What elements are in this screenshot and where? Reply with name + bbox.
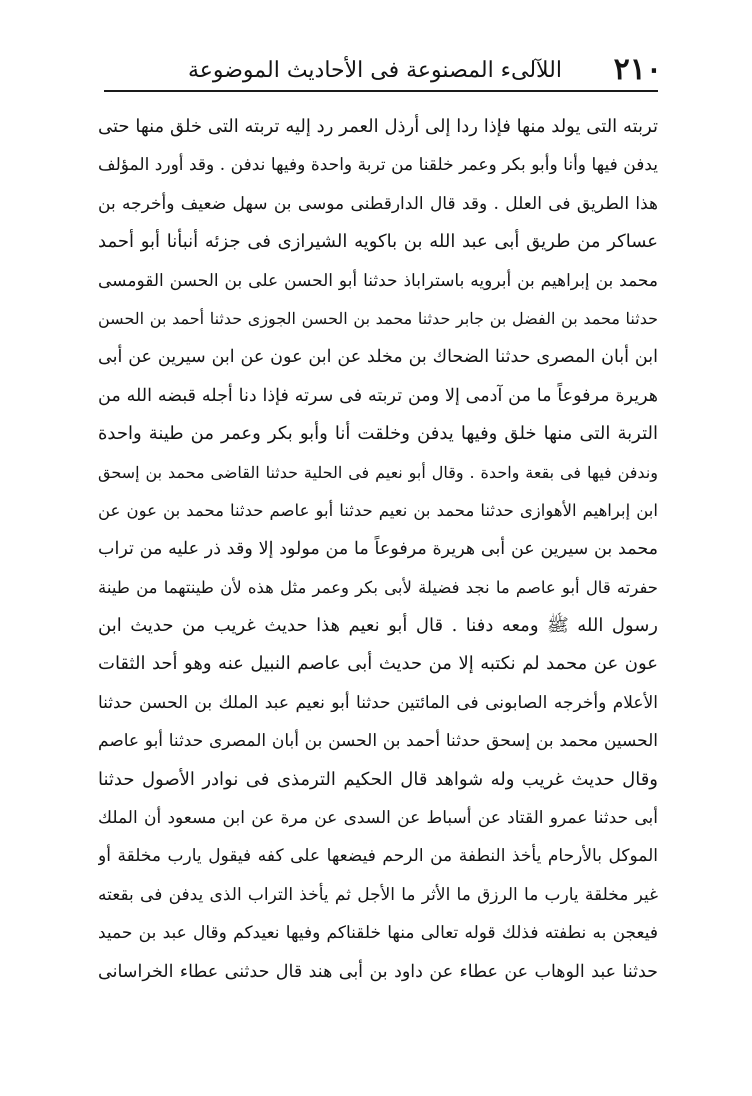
text-line: حفرته قال أبو عاصم ما نجد فضيلة لأبى بكر وعمر مثل هذه لأن طينتهما من طينة [98, 577, 658, 597]
text-line: محمد بن سيرين عن أبى هريرة مرفوعاً ما من مولود إلا وقد ذر عليه من تراب [98, 539, 658, 560]
text-line: عساكر من طريق أبى عبد الله بن باكويه الشيرازى فى جزئه أنبأنا أبو أحمد [98, 231, 658, 253]
text-line: ابن أبان المصرى حدثنا الضحاك بن مخلد عن ابن عون عن ابن سيرين عن أبى [98, 347, 658, 368]
running-title: اللآلىء المصنوعة فى الأحاديث الموضوعة [187, 58, 562, 83]
header-rule [104, 90, 658, 92]
body-text [98, 108, 658, 991]
text-line: حدثنا عبد الوهاب عن عطاء عن داود بن أبى هند قال حدثنى عطاء الخراسانى [98, 961, 658, 982]
text-line: وقال حديث غريب وله شواهد قال الحكيم الترمذى فى نوادر الأصول حدثنا [98, 768, 658, 790]
text-line: أبى حدثنا عمرو القتاد عن أسباط عن السدى عن مرة عن ابن مسعود أن الملك [98, 808, 658, 829]
text-line: الموكل بالأرحام يأخذ النطفة من الرحم فيضعها على كفه فيقول يارب مخلقة أو [98, 846, 658, 867]
text-line: الأعلام وأخرجه الصابونى فى المائتين حدثنا أبو نعيم عبد الملك بن الحسن حدثنا [98, 692, 658, 713]
text-line: غير مخلقة يارب ما الرزق ما الأثر ما الأجل ثم يأخذ التراب الذى يدفن فى بقعته [98, 884, 658, 905]
text-line: الحسين محمد بن إسحق حدثنا أحمد بن الحسن بن أبان المصرى حدثنا أبو عاصم [98, 731, 658, 752]
text-line: رسول الله ﷺ ومعه دفنا . قال أبو نعيم هذا حديث غريب من حديث ابن [98, 615, 658, 637]
text-line: تربته التى يولد منها فإذا ردا إلى أرذل العمر رد إليه تربته التى خلق منها حتى [98, 116, 658, 137]
text-line: هريرة مرفوعاً ما من آدمى إلا ومن تربته فى سرته فإذا دنا أجله قبضه الله من [98, 385, 658, 406]
text-line: وندفن فيها فى بقعة واحدة . وقال أبو نعيم فى الحلية حدثنا القاضى محمد بن إسحق [98, 462, 658, 482]
text-line: محمد بن إبراهيم بن أبرويه باستراباذ حدثنا أبو الحسن على بن الحسن القومسى [98, 270, 658, 291]
text-line: حدثنا محمد بن الفضل بن جابر حدثنا محمد بن الحسن الجوزى حدثنا أحمد بن الحسن [98, 308, 658, 328]
text-line: هذا الطريق فى العلل . وقد قال الدارقطنى موسى بن سهل ضعيف وأخرجه بن [98, 193, 658, 214]
text-line: التربة التى منها خلق وفيها يدفن وخلقت أنا وأبو بكر وعمر من طينة واحدة [98, 423, 658, 445]
text-line: يدفن فيها وأنا وأبو بكر وعمر خلقنا من تربة واحدة وفيها ندفن . وقد أورد المؤلف [98, 155, 658, 176]
page-number: ٢١٠ [613, 52, 662, 87]
text-line: عون عن محمد لم نكتبه إلا من حديث أبى عاصم النبيل عنه وهو أحد الثقات [98, 653, 658, 675]
text-line: فيعجن به نطفته فذلك قوله تعالى منها خلقناكم وفيها نعيدكم وقال عبد بن حميد [98, 923, 658, 944]
text-line: ابن إبراهيم الأهوازى حدثنا محمد بن نعيم حدثنا أبو عاصم حدثنا محمد بن عون عن [98, 500, 658, 520]
